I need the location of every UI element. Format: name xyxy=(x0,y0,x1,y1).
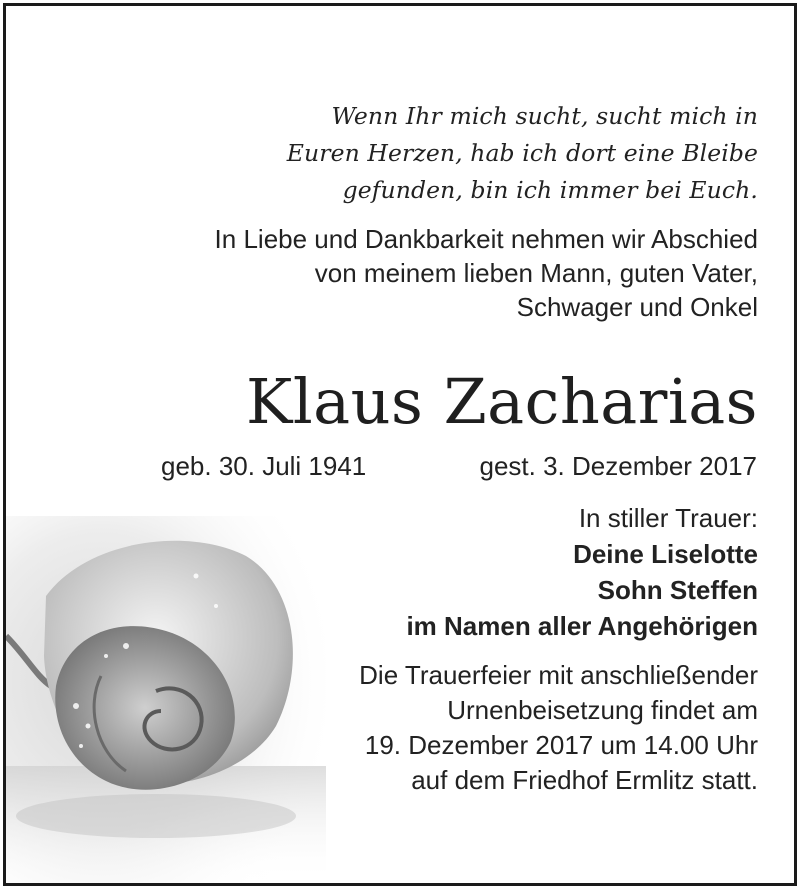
ceremony-line: Urnenbeisetzung findet am xyxy=(447,695,758,725)
poem-quote xyxy=(287,98,758,209)
intro-line: von meinem lieben Mann, guten Vater, xyxy=(314,258,758,288)
mourner-name: im Namen aller Angehörigen xyxy=(406,611,758,641)
rose-image xyxy=(6,516,326,883)
deceased-name: Klaus Zacharias xyxy=(246,365,758,438)
poem-line: Euren Herzen, hab ich dort eine Bleibe xyxy=(286,139,758,167)
intro-line: Schwager und Onkel xyxy=(516,292,758,322)
mourners-block xyxy=(406,500,758,644)
ceremony-line: 19. Dezember 2017 um 14.00 Uhr xyxy=(364,730,758,760)
ceremony-line: auf dem Friedhof Ermlitz statt. xyxy=(411,765,758,795)
death-date: gest. 3. Dezember 2017 xyxy=(479,451,757,481)
poem-line: Wenn Ihr mich sucht, sucht mich in xyxy=(331,102,758,130)
intro-line: In Liebe und Dankbarkeit nehmen wir Abschied xyxy=(214,224,758,254)
mourners-heading: In stiller Trauer: xyxy=(578,503,758,533)
ceremony-line: Die Trauerfeier mit anschließender xyxy=(359,660,758,690)
obituary-frame xyxy=(3,3,797,886)
farewell-intro xyxy=(215,222,758,324)
mourner-name: Deine Liselotte xyxy=(573,539,758,569)
mourner-name: Sohn Steffen xyxy=(597,575,758,605)
birth-date: geb. 30. Juli 1941 xyxy=(161,451,367,481)
poem-line: gefunden, bin ich immer bei Euch. xyxy=(342,176,758,204)
ceremony-info xyxy=(359,658,758,798)
